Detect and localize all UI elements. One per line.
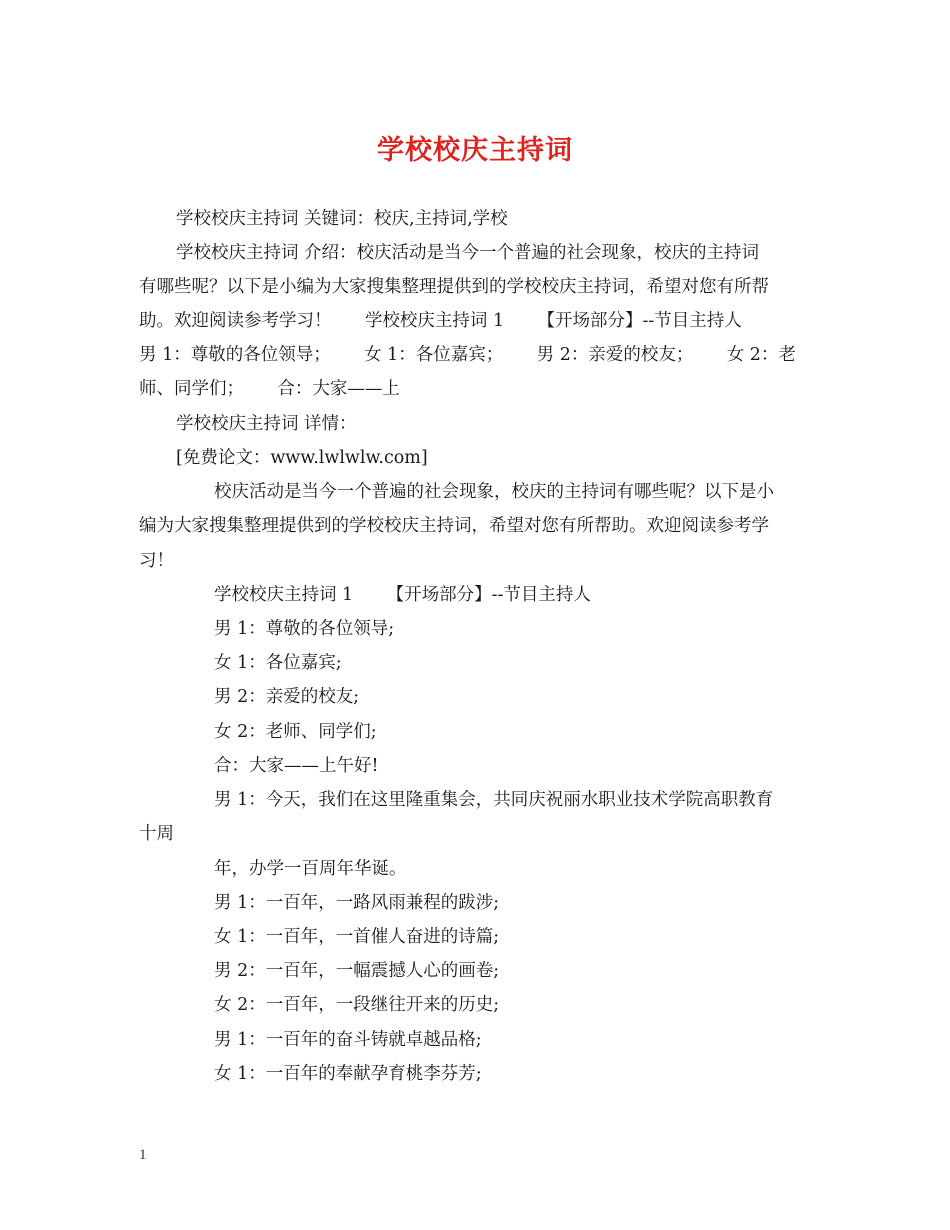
intro-line: 助。欢迎阅读参考学习！ 学校校庆主持词 1 【开场部分】--节目主持人 [139, 311, 742, 331]
script-line: 年，办学一百周年华诞。 [214, 859, 407, 879]
section-heading: 学校校庆主持词 1 【开场部分】--节目主持人 [214, 585, 591, 605]
page-number: 1 [139, 1147, 147, 1163]
source-link[interactable]: [免费论文：www.lwlwlw.com] [176, 448, 428, 468]
script-line: 男 1：一百年的奋斗铸就卓越品格; [214, 1030, 482, 1050]
script-line: 女 2：一百年，一段继往开来的历史; [214, 995, 500, 1015]
document-title: 学校校庆主持词 [377, 135, 573, 166]
script-line: 女 1：各位嘉宾; [214, 653, 342, 673]
script-line: 女 2：老师、同学们; [214, 722, 377, 742]
script-line: 男 2：亲爱的校友; [214, 687, 360, 707]
body-line: 校庆活动是当今一个普遍的社会现象，校庆的主持词有哪些呢？以下是小 [214, 482, 774, 502]
script-line: 女 1：一百年，一首催人奋进的诗篇; [214, 927, 500, 947]
details-heading: 学校校庆主持词 详情： [176, 414, 357, 434]
intro-line: 师、同学们； 合：大家——上 [139, 379, 400, 399]
keywords-line: 学校校庆主持词 关键词：校庆,主持词,学校 [176, 209, 508, 229]
intro-line: 有哪些呢？以下是小编为大家搜集整理提供到的学校校庆主持词，希望对您有所帮 [139, 277, 769, 297]
script-line: 男 1：今天，我们在这里隆重集会，共同庆祝丽水职业技术学院高职教育 [214, 790, 774, 810]
body-line: 编为大家搜集整理提供到的学校校庆主持词，希望对您有所帮助。欢迎阅读参考学 [139, 516, 769, 536]
intro-line: 学校校庆主持词 介绍：校庆活动是当今一个普遍的社会现象，校庆的主持词 [176, 243, 760, 263]
body-line: 习！ [139, 551, 174, 571]
script-line: 十周 [139, 824, 174, 844]
script-line: 女 1：一百年的奉献孕育桃李芬芳; [214, 1064, 482, 1084]
script-line: 男 2：一百年，一幅震撼人心的画卷; [214, 961, 500, 981]
script-line: 男 1：一百年，一路风雨兼程的跋涉; [214, 893, 500, 913]
script-line: 合：大家——上午好! [214, 756, 379, 776]
script-line: 男 1：尊敬的各位领导; [214, 619, 395, 639]
intro-line: 男 1：尊敬的各位领导； 女 1：各位嘉宾； 男 2：亲爱的校友； 女 2：老 [139, 345, 796, 365]
